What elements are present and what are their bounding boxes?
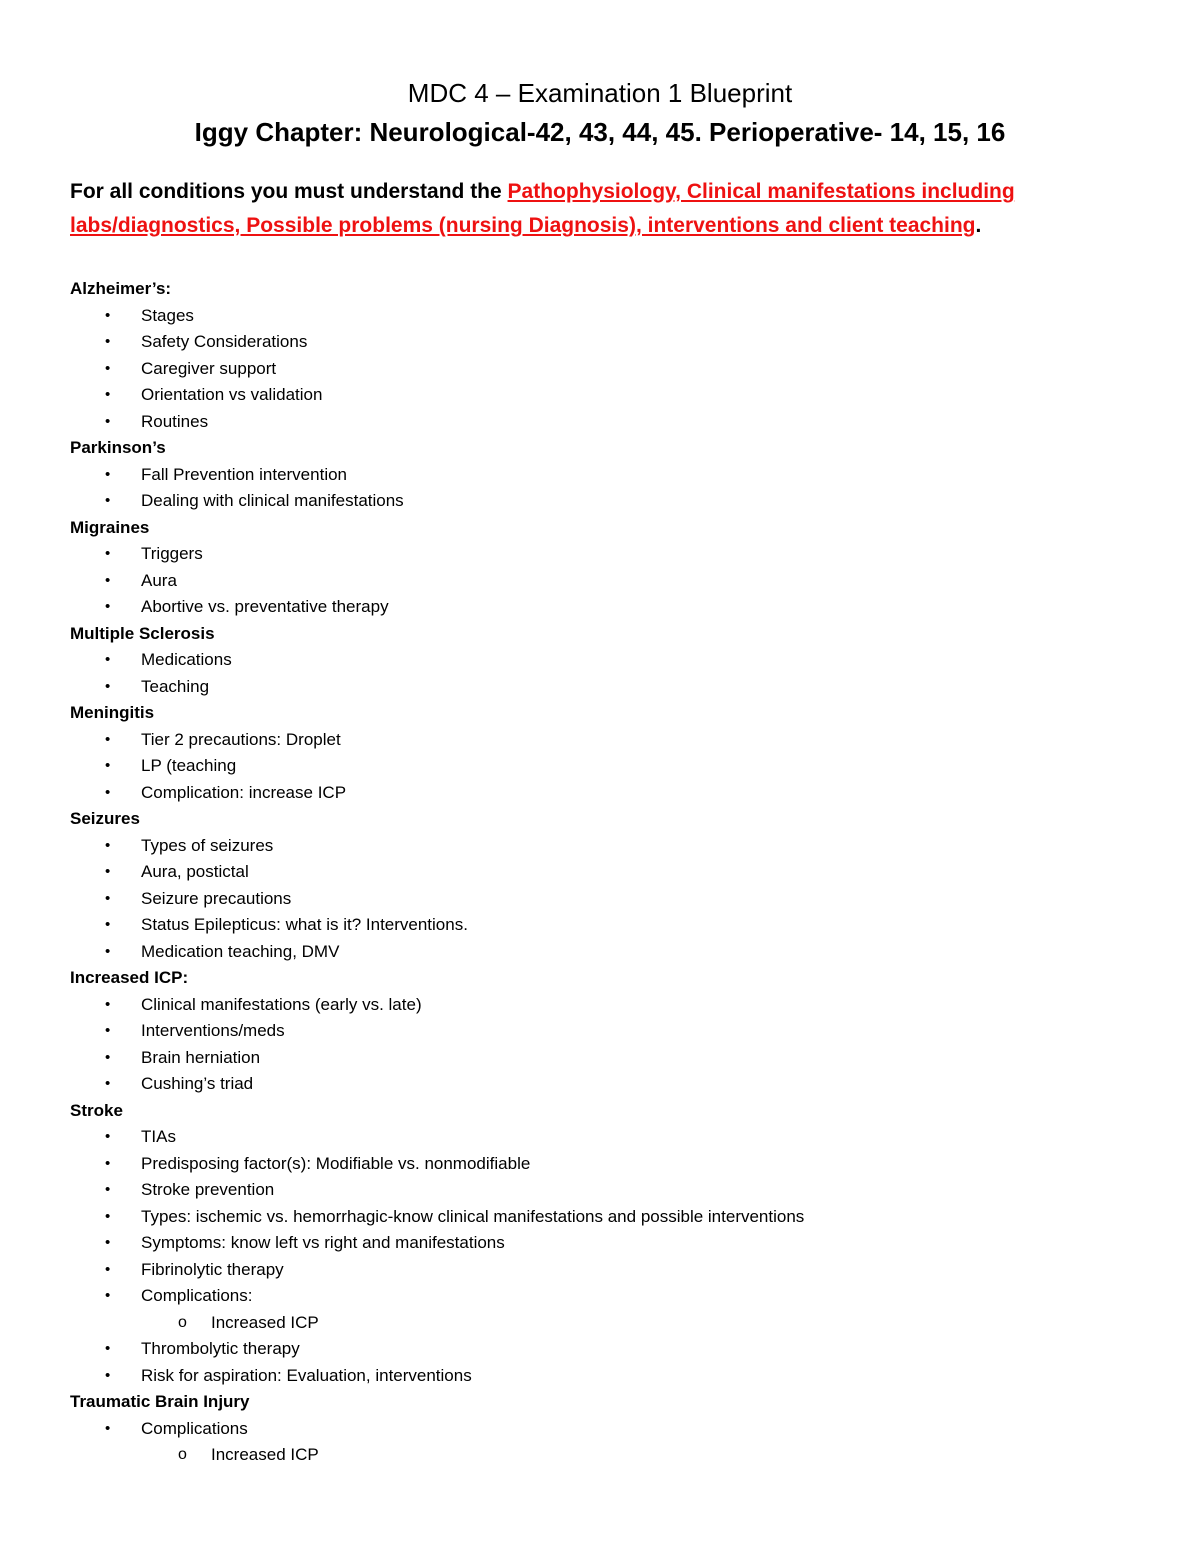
section-heading: Meningitis <box>70 703 155 722</box>
list-item-text: Abortive vs. preventative therapy <box>141 597 389 616</box>
list-item <box>70 859 1140 886</box>
list-item <box>70 647 1140 674</box>
list-item <box>70 1363 1140 1390</box>
bullet-icon: • <box>105 677 111 695</box>
list-item <box>70 409 1140 436</box>
bullet-icon: • <box>105 465 111 483</box>
bullet-icon: • <box>105 333 111 350</box>
list-item <box>70 1018 1140 1045</box>
bullet-icon: • <box>105 1234 111 1251</box>
list-item <box>70 992 1140 1019</box>
list-item <box>70 1230 1140 1257</box>
list-item <box>70 886 1140 913</box>
bullet-icon: • <box>105 863 111 880</box>
list-item <box>70 541 1140 568</box>
section-heading: Stroke <box>70 1100 123 1120</box>
list-item-text: Caregiver support <box>141 358 277 378</box>
list-item-text: Complication: increase ICP <box>141 782 347 802</box>
list-item-text: Types of seizures <box>141 835 274 855</box>
list-item-text: Triggers <box>141 544 203 563</box>
list-item <box>70 1336 1140 1363</box>
list-item-text: Status Epilepticus: what is it? Interventions. <box>141 915 468 934</box>
section-heading: Increased ICP: <box>70 968 189 987</box>
list-item-text: Aura <box>141 570 177 590</box>
list-item-text: Aura, postictal <box>141 862 249 881</box>
list-subitem <box>70 1442 1140 1469</box>
list-subitem-text: Increased ICP <box>211 1445 319 1464</box>
list-item <box>70 912 1140 939</box>
bullet-icon: • <box>105 1207 111 1225</box>
list-item <box>70 568 1140 595</box>
list-item <box>70 594 1140 621</box>
bullet-icon: • <box>105 942 111 960</box>
list-item-text: Fall Prevention intervention <box>141 464 348 484</box>
list-item-text: Routines <box>141 411 209 431</box>
list-item-text: Complications: <box>141 1286 253 1305</box>
list-item <box>70 1071 1140 1098</box>
list-item-text: Cushing’s triad <box>141 1074 254 1093</box>
list-item-text: Orientation vs validation <box>141 385 323 404</box>
list-item-text: Safety Considerations <box>141 332 308 351</box>
intro-paragraph <box>70 175 1140 243</box>
list-item-text: Symptoms: know left vs right and manifestations <box>141 1233 505 1252</box>
bullet-icon: • <box>105 757 111 774</box>
list-subitem <box>70 1310 1140 1337</box>
bullet-icon: • <box>105 598 111 615</box>
list-item <box>70 939 1140 966</box>
bullet-icon: • <box>105 306 111 324</box>
list-item <box>70 488 1140 515</box>
list-item <box>70 1283 1140 1310</box>
bullet-icon: • <box>105 995 111 1013</box>
circle-bullet-icon: o <box>178 1446 187 1463</box>
section-heading: Multiple Sclerosis <box>70 623 215 643</box>
list-item-text: Brain herniation <box>141 1047 261 1067</box>
list-item <box>70 1151 1140 1178</box>
list-item-text: Fibrinolytic therapy <box>141 1259 284 1279</box>
list-item-text: Tier 2 precautions: Droplet <box>141 729 341 749</box>
bullet-icon: • <box>105 836 111 854</box>
list-item-text: Thrombolytic therapy <box>141 1339 300 1358</box>
topic-sections <box>70 276 1140 1469</box>
list-item-text: Risk for aspiration: Evaluation, interventions <box>141 1365 472 1385</box>
circle-bullet-icon: o <box>178 1313 187 1331</box>
bullet-icon: • <box>105 1128 111 1145</box>
list-item-text: Medication teaching, DMV <box>141 941 340 961</box>
intro-tail: . <box>975 214 982 237</box>
bullet-icon: • <box>105 1154 111 1172</box>
list-item-text: Medications <box>141 650 232 669</box>
section-heading: Alzheimer’s: <box>70 279 172 298</box>
page-title: MDC 4 – Examination 1 Blueprint <box>407 78 793 108</box>
list-item <box>70 1416 1140 1443</box>
list-item <box>70 382 1140 409</box>
list-item-text: Teaching <box>141 676 210 696</box>
list-item-text: Predisposing factor(s): Modifiable vs. nonmodifiable <box>141 1153 531 1173</box>
bullet-icon: • <box>105 386 111 403</box>
list-item <box>70 1124 1140 1151</box>
bullet-icon: • <box>105 545 111 562</box>
bullet-icon: • <box>105 916 111 933</box>
list-item-text: Stroke prevention <box>141 1180 275 1199</box>
list-item-text: Interventions/meds <box>141 1021 285 1040</box>
list-item-text: Complications <box>141 1418 248 1438</box>
list-item <box>70 1177 1140 1204</box>
bullet-icon: • <box>105 412 111 430</box>
bullet-icon: • <box>105 730 111 748</box>
list-item <box>70 329 1140 356</box>
list-item <box>70 1045 1140 1072</box>
list-item-text: Stages <box>141 305 194 325</box>
list-item <box>70 833 1140 860</box>
list-item-text: Clinical manifestations (early vs. late) <box>141 994 422 1014</box>
bullet-icon: • <box>105 1048 111 1066</box>
intro-lead: For all conditions you must understand the <box>70 180 508 203</box>
list-item-text: Dealing with clinical manifestations <box>141 491 404 510</box>
bullet-icon: • <box>105 1075 111 1092</box>
bullet-icon: • <box>105 1419 111 1437</box>
list-item-text: Seizure precautions <box>141 888 292 908</box>
list-item-text: Types: ischemic vs. hemorrhagic-know clinical manifestations and possible interventions <box>141 1206 805 1226</box>
section-heading: Parkinson’s <box>70 438 166 457</box>
bullet-icon: • <box>105 1022 111 1039</box>
list-item-text: TIAs <box>141 1127 176 1146</box>
bullet-icon: • <box>105 492 111 509</box>
list-item <box>70 462 1140 489</box>
list-item <box>70 674 1140 701</box>
bullet-icon: • <box>105 1260 111 1278</box>
bullet-icon: • <box>105 1366 111 1384</box>
bullet-icon: • <box>105 359 111 377</box>
list-item <box>70 780 1140 807</box>
list-item <box>70 753 1140 780</box>
bullet-icon: • <box>105 571 111 589</box>
bullet-icon: • <box>105 1181 111 1198</box>
page-subtitle: Iggy Chapter: Neurological-42, 43, 44, 45. Perioperative- 14, 15, 16 <box>194 117 1006 147</box>
section-heading: Migraines <box>70 517 150 537</box>
section-heading: Seizures <box>70 809 140 828</box>
bullet-icon: • <box>105 889 111 907</box>
list-subitem-text: Increased ICP <box>211 1312 319 1332</box>
list-item <box>70 1204 1140 1231</box>
list-item <box>70 727 1140 754</box>
bullet-icon: • <box>105 1340 111 1357</box>
bullet-icon: • <box>105 651 111 668</box>
bullet-icon: • <box>105 783 111 801</box>
list-item <box>70 356 1140 383</box>
list-item <box>70 1257 1140 1284</box>
section-heading: Traumatic Brain Injury <box>70 1392 250 1411</box>
list-item <box>70 303 1140 330</box>
list-item-text: LP (teaching <box>141 756 237 775</box>
intro-emphasis: Pathophysiology, Clinical manifestations including labs/diagnostics, Possible problems (nursing Diagnosis), interventions and client teaching <box>70 180 1015 237</box>
bullet-icon: • <box>105 1287 111 1304</box>
